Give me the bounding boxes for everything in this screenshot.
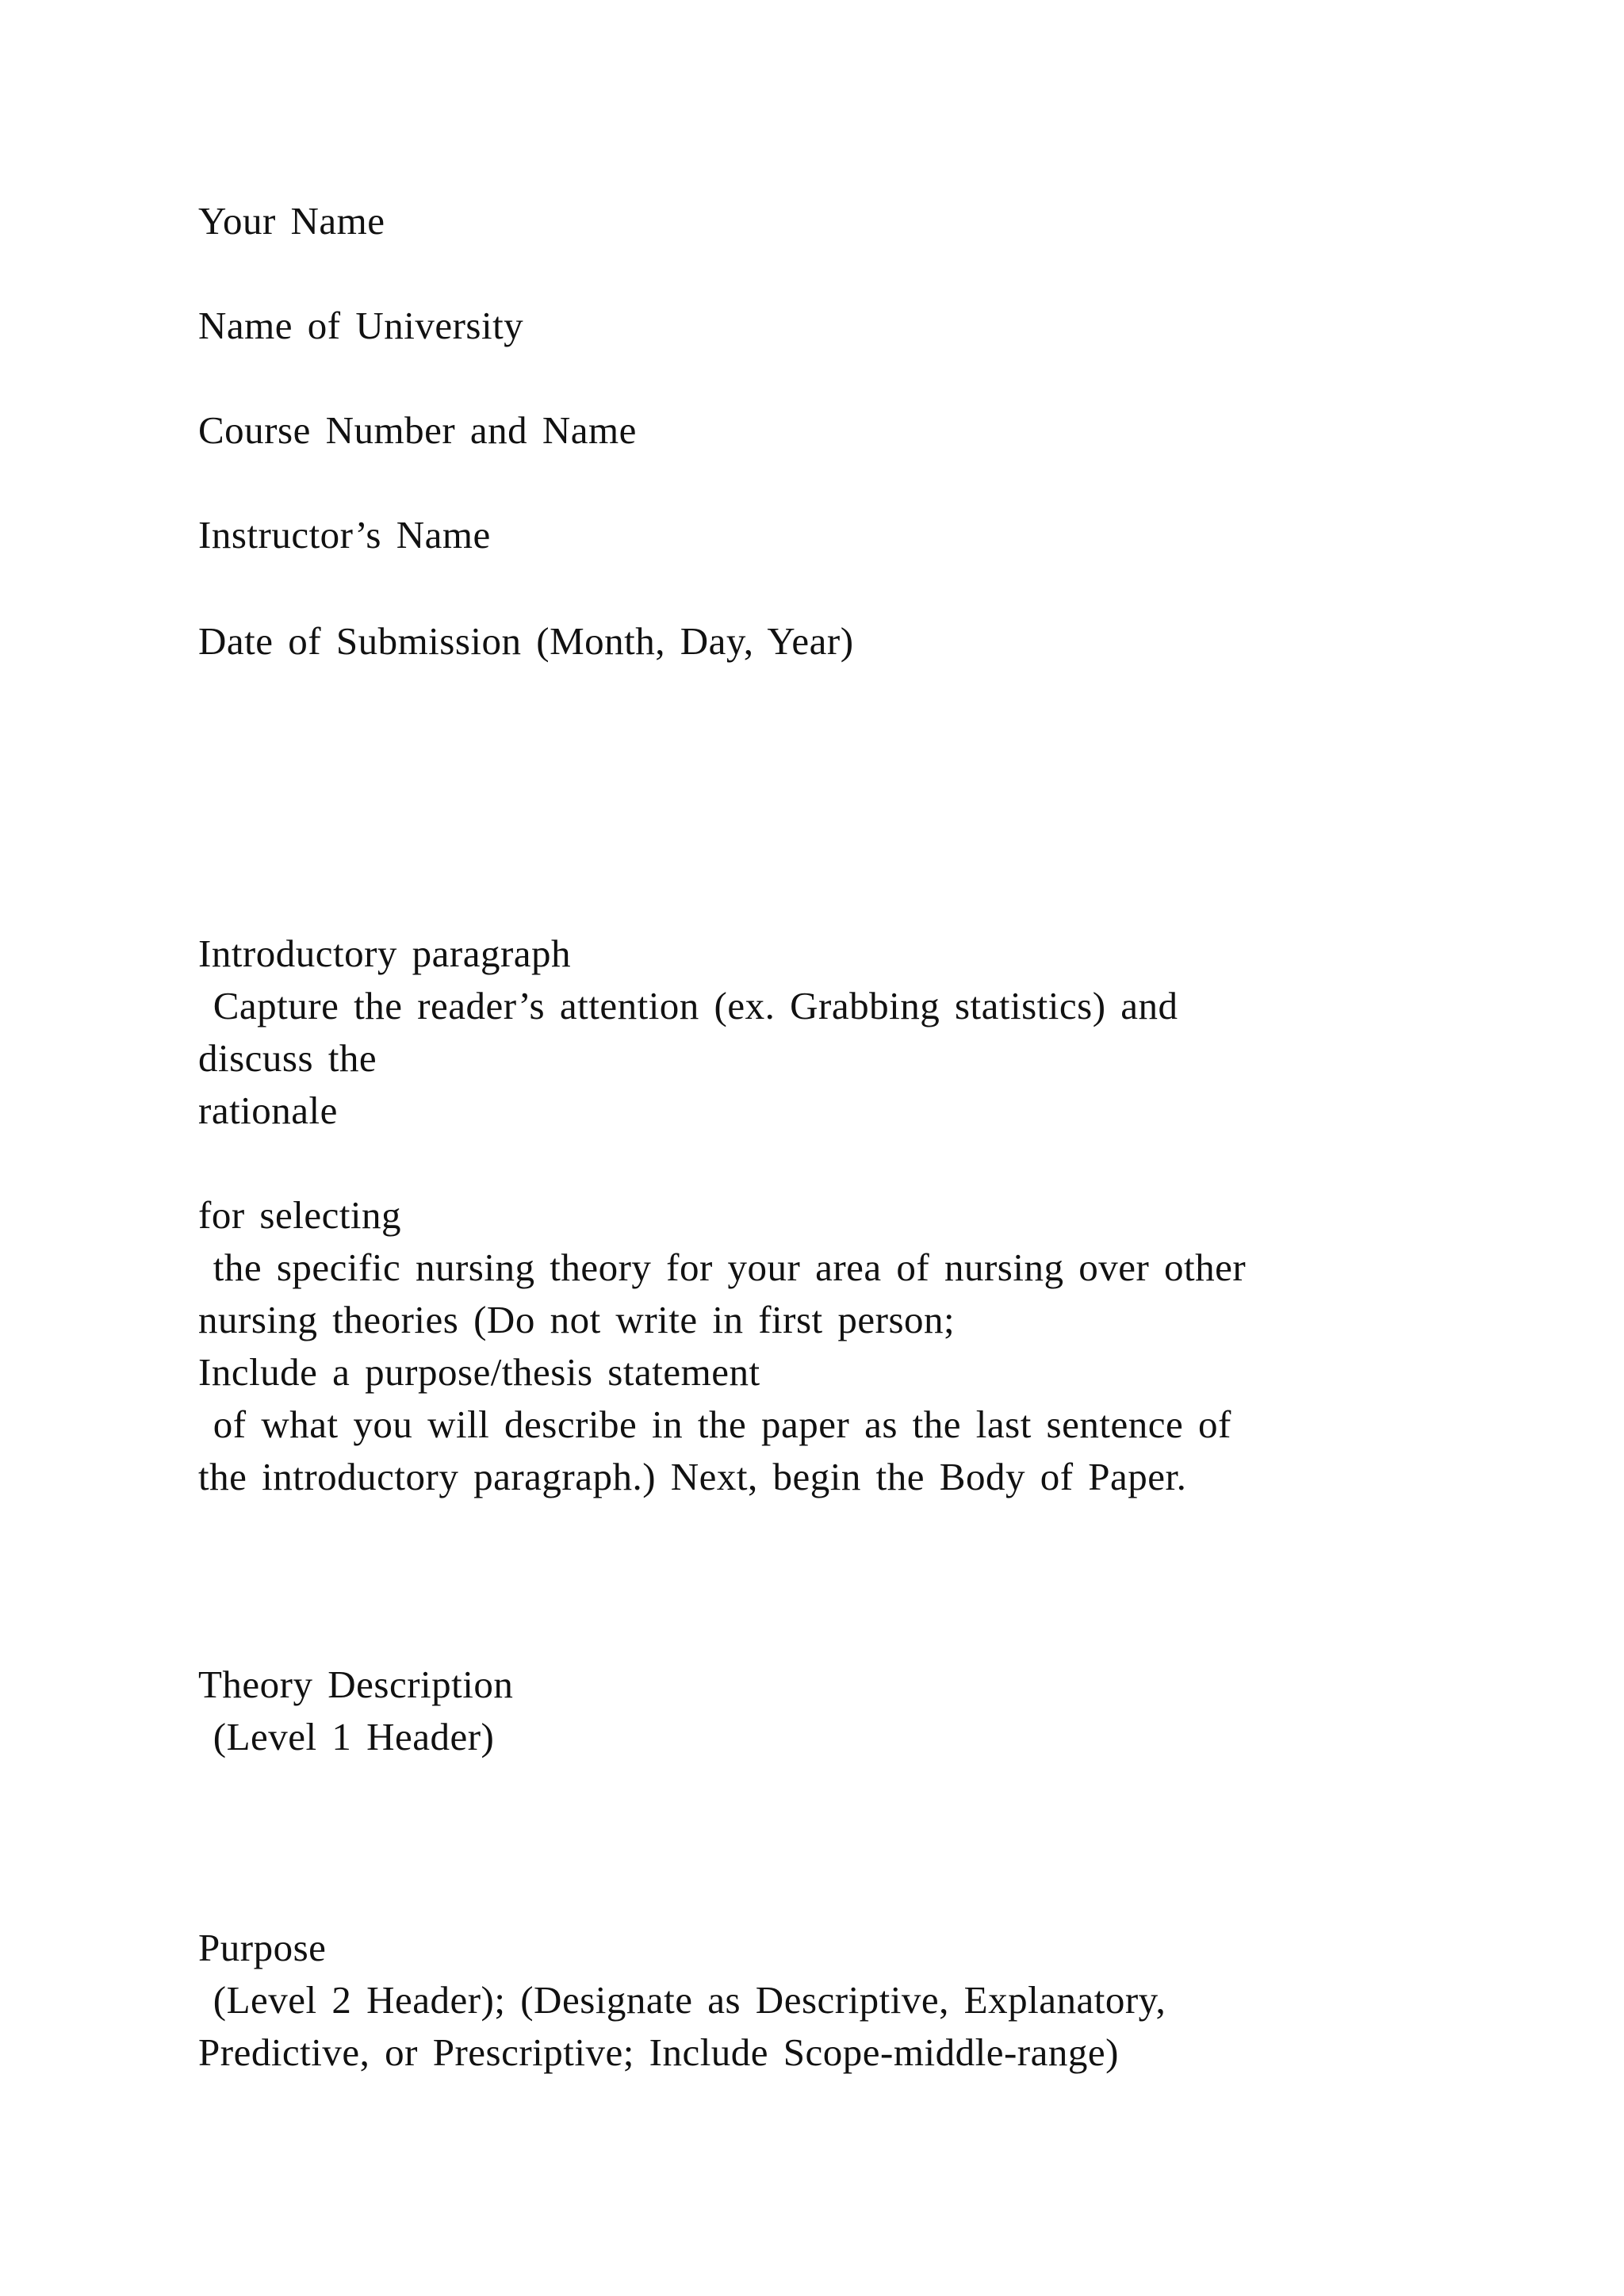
intro-line: rationale	[198, 1089, 338, 1132]
course-number-name: Course Number and Name	[198, 408, 637, 452]
intro-line: Capture the reader’s attention (ex. Grabbing statistics) and	[198, 984, 1178, 1027]
intro-line: of what you will describe in the paper as the last sentence of	[198, 1402, 1231, 1446]
theory-description-note: (Level 1 Header)	[198, 1715, 495, 1758]
instructor-name: Instructor’s Name	[198, 513, 491, 557]
intro-line: for selecting	[198, 1193, 402, 1237]
purpose-line: (Level 2 Header); (Designate as Descriptive, Explanatory,	[198, 1978, 1166, 2022]
purpose-heading: Purpose	[198, 1926, 327, 1969]
submission-date: Date of Submission (Month, Day, Year)	[198, 619, 854, 663]
university-name: Name of University	[198, 304, 524, 347]
intro-line: discuss the	[198, 1036, 377, 1080]
intro-line: the specific nursing theory for your area of nursing over other	[198, 1246, 1247, 1289]
intro-line: the introductory paragraph.) Next, begin the Body of Paper.	[198, 1455, 1187, 1498]
intro-line: nursing theories (Do not write in first person;	[198, 1298, 956, 1341]
intro-line: Include a purpose/thesis statement	[198, 1350, 760, 1394]
purpose-line: Predictive, or Prescriptive; Include Scope-middle-range)	[198, 2030, 1119, 2074]
theory-description-heading: Theory Description	[198, 1663, 514, 1706]
student-name: Your Name	[198, 199, 385, 243]
intro-heading: Introductory paragraph	[198, 932, 572, 975]
